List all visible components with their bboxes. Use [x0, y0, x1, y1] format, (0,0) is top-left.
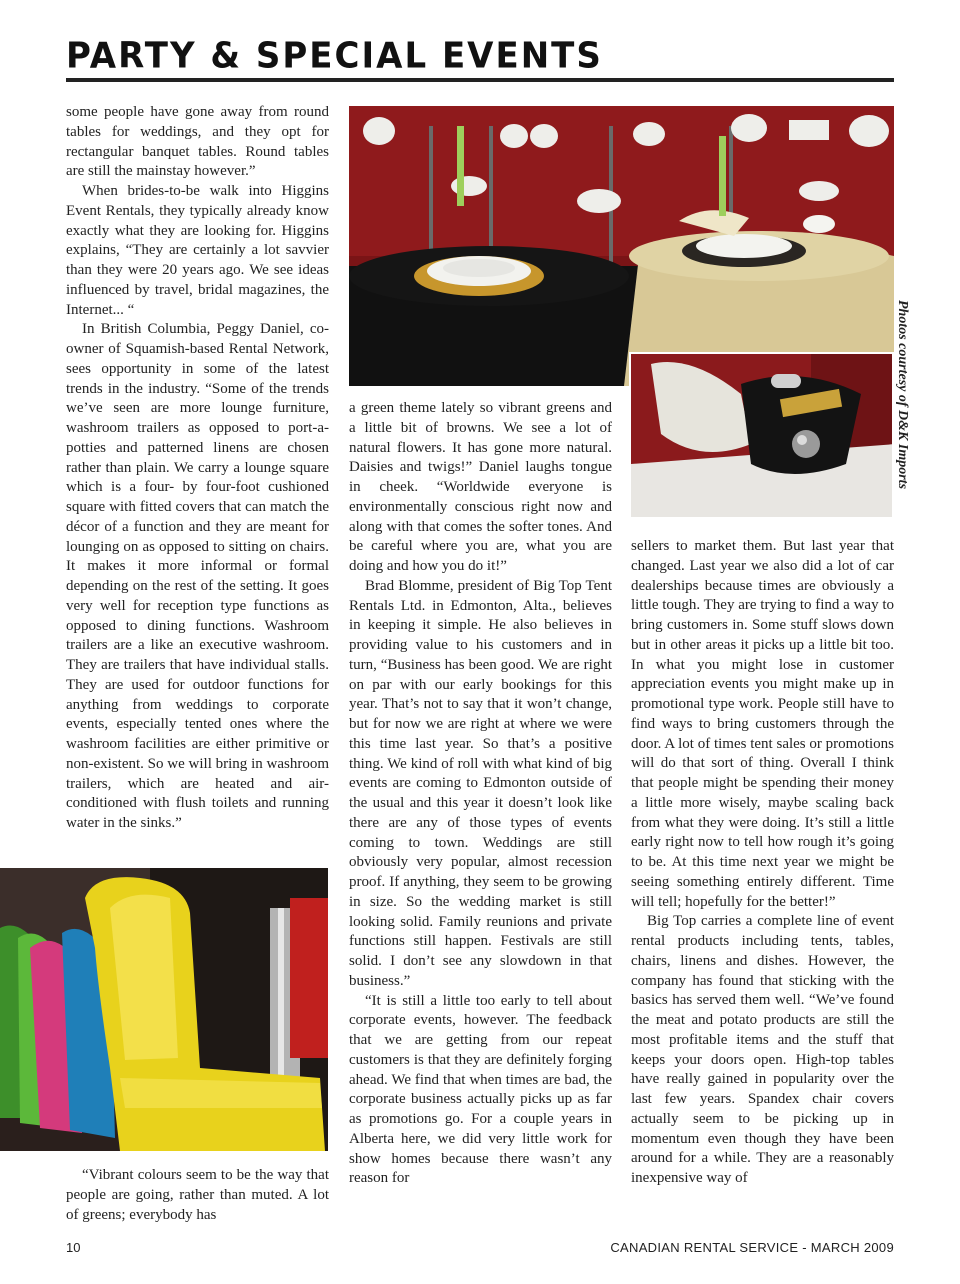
column-1 — [66, 103, 329, 834]
magazine-issue: CANADIAN RENTAL SERVICE - MARCH 2009 — [610, 1240, 894, 1255]
paragraph: Brad Blomme, president of Big Top Tent Rentals Ltd. in Edmonton, Alta., believes in keeping it simple. He also believes in providing value to his customers and in turn, “Business has been good. We are right on par with our early bookings for this year. That’s not to say that it won’t change, but for now we are right at where we were this time last year. So that’s a positive thing. We kind of roll with what kind of big events are coming to Edmonton outside of the usual and this year it doesn’t look like there are any of those types of events coming to town. Weddings are still obviously very popular, almost recession proof. If anything, they seem to be growing in size. So the wedding market is still looking solid. Family reunions and private functions still happen. Festivals are still solid. I don’t see any slowdown in that business.” — [349, 577, 612, 989]
paragraph: “Vibrant colours seem to be the way that people are going, rather than muted. A lot of greens; everybody has — [66, 1167, 329, 1223]
header-rule — [66, 78, 894, 82]
table-settings-photo — [349, 106, 894, 386]
napkin-ring-photo — [629, 352, 894, 519]
paragraph: Big Top carries a complete line of event rental products including tents, tables, chairs, linens and dishes. However, the company has found that sticking with the basics has served them well. “We’ve found the meat and potato products are still the most profitable items and the stuff that keeps your doors open. High-top tables have really gained in popularity over the last few years. Spandex chair covers actually seem to be picking up in momentum even though they have been around for a while. They are a reasonably inexpensive way of — [631, 913, 894, 1186]
paragraph: When brides-to-be walk into Higgins Event Rentals, they typically already know exactly what they are looking for. Higgins explains, “They are certainly a lot savvier than they were 20 years ago. We see ideas influenced by travel, bridal magazines, the Internet... “ — [66, 183, 329, 318]
paragraph: sellers to market them. But last year that changed. Last year we also did a lot of car dealerships because times are obviously a little tough. They are trying to find a way to bring customers in. Some stuff slows down but in other areas it picks up a little bit too. In what you might lose in customer appreciation events you might make up in promotional type work. People still have to find ways to bring customers through the door. A lot of times tent sales or promotions will do that sort of thing. Overall I think that people might be spending their money a little more wisely, maybe scaling back from what they were doing. It’s still a little early right now to tell how rough it’s going to be. At this time next year we might be seeing something entirely different. Time will tell; hopefully for the better!” — [631, 538, 894, 910]
page-number: 10 — [66, 1240, 81, 1255]
paragraph: In British Columbia, Peggy Daniel, co-owner of Squamish-based Rental Network, sees opportunity in some of the latest trends in the industry. “Some of the trends we’ve seen are more lounge furniture, washroom trailers as opposed to port-a-potties and patterned linens are chosen rather than plain. We carry a lounge square which is a four- by four-foot cushioned square with fitted covers that can match the décor of a function and they are meant for lounging on as opposed to sitting on chairs. It makes it more informal or formal depending on the rest of the setting. It goes very well for reception type functions as opposed to dining functions. Washroom trailers are a like an executive washroom. They are trailers that have individual stalls. They are used for outdoor functions for anything from weddings to corporate events, especially tented ones where the washroom facilities are either primitive or non-existent. So we will bring in washroom trailers, which are heated and air-conditioned with flush toilets and running water in the sinks.” — [66, 321, 329, 831]
chair-covers-photo — [0, 868, 328, 1151]
column-2 — [349, 399, 612, 1189]
column-1-continued — [66, 1166, 329, 1225]
paragraph: a green theme lately so vibrant greens and a little bit of browns. We see a lot of natural flowers. It has gone more natural. Daisies and twigs!” Daniel laughs tongue in cheek. “Worldwide everyone is environmentally conscious right now and along with that comes the softer tones. And be careful where you are, what you are doing and how you do it!” — [349, 400, 612, 574]
paragraph: “It is still a little too early to tell about corporate events, however. The feedback that we are getting from our repeat customers is that they are definitely forging ahead. We find that when times are bad, the corporate business actually picks up as far as promotions go. For a couple years in Alberta here, we did very little work for show homes because there wasn’t any reason for — [349, 992, 612, 1187]
paragraph: some people have gone away from round tables for weddings, and they opt for rectangular banquet tables. Round tables are still the mainstay however.” — [66, 104, 329, 180]
photo-credit-text: Photos courtesy of D&K Imports — [895, 300, 910, 490]
section-title: PARTY & SPECIAL EVENTS — [66, 35, 603, 77]
photo-credit — [880, 300, 920, 520]
column-3 — [631, 537, 894, 1189]
